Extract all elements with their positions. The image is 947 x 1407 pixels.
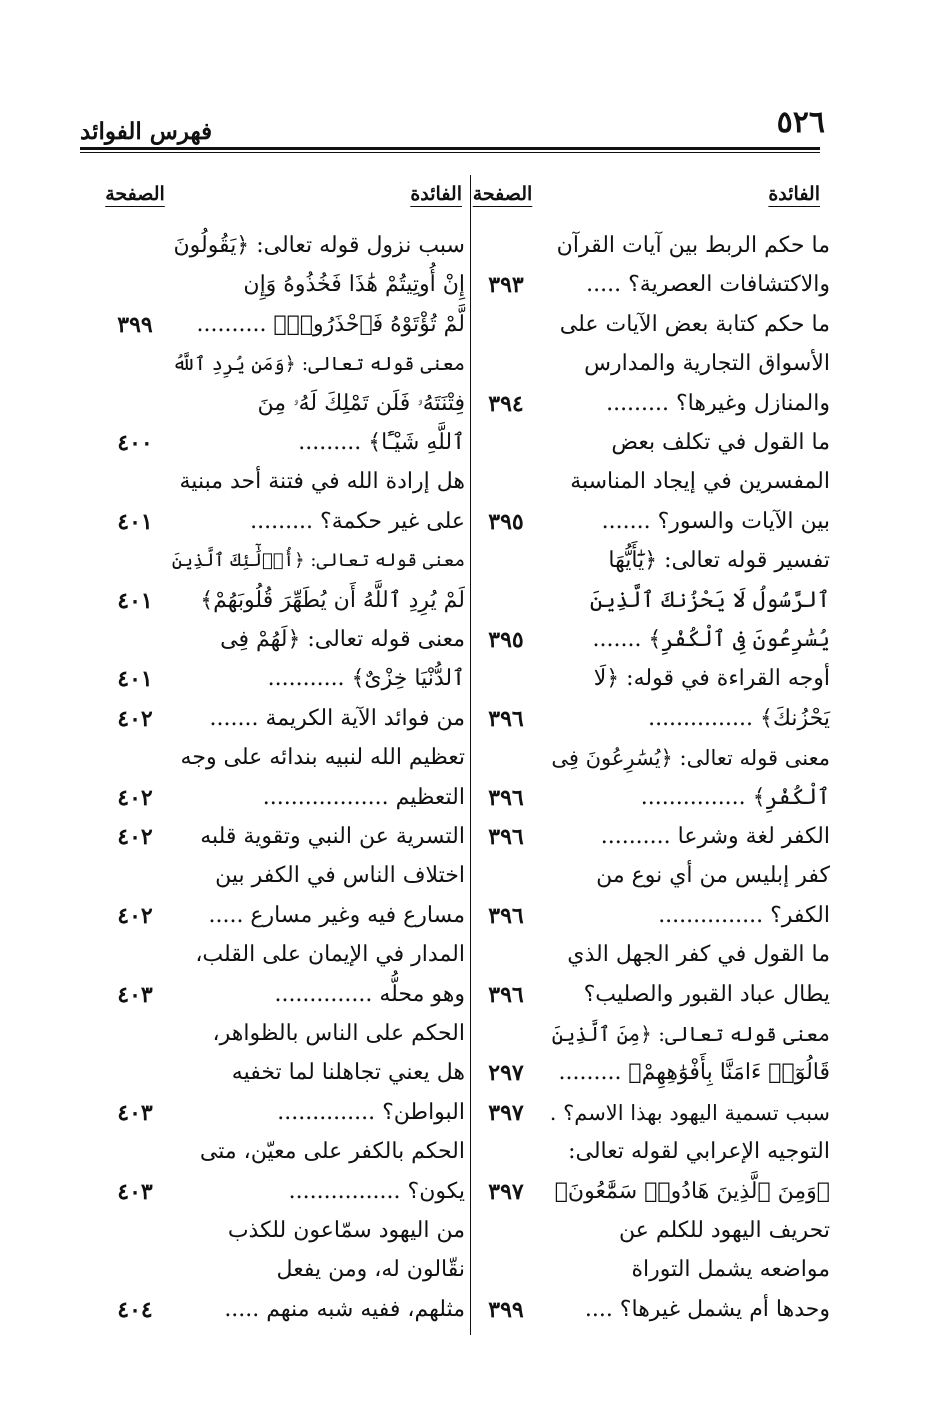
left-column-entry-page: ٤٠١ [117,508,153,535]
right-column-entry-text: ما القول في تكلف بعض [611,430,830,455]
left-col-header-item: الفائدة [410,183,462,205]
left-column-entry-page: ٤٠٢ [117,902,153,929]
left-column-entry-text: هل يعني تجاهلنا لما تخفيه [231,1060,465,1086]
left-column-entry-text: معنى قوله تعالى: ﴿وَمَن يُرِدِ ٱللَّهُ [172,353,465,376]
left-column-entry-text: مثلهم، ففيه شبه منهم ..... [224,1296,465,1322]
right-column-entry-text: الأسواق التجارية والمدارس [584,351,830,377]
header-rule-thin [80,152,820,153]
right-col-header-page: الصفحة [472,183,533,205]
header-rule-thick [80,147,820,150]
left-column-entry-page: ٤٠٢ [117,705,153,732]
left-column-entry-text: لَمْ يُرِدِ ٱللَّهُ أَن يُطَهِّرَ قُلُوبَهُمْ﴾ [200,587,465,613]
right-column-entry-text: يطال عباد القبور والصليب؟ [583,981,830,1007]
right-column-entry-page: ٣٩٦ [488,981,524,1008]
left-column-entry-page: ٤٠٤ [117,1296,153,1323]
right-column-entry-text: أوجه القراءة في قوله: ﴿لَا [593,666,830,692]
right-column-entry-text: تفسير قوله تعالى: ﴿يَٰٓأَيُّهَا [608,548,830,574]
left-column-entry-page: ٤٠١ [117,666,153,693]
left-column-entry-page: ٤٠٢ [117,824,153,850]
left-column-entry-text: مسارع فيه وغير مسارع ..... [208,902,465,928]
left-column-entry-text: من اليهود سمّاعون للكذب [227,1218,465,1243]
left-column-entry-page: ٤٠٠ [117,430,153,456]
left-column-entry-text: إِنْ أُوتِيتُمْ هَٰذَا فَخُذُوهُ وَإِن [243,272,465,298]
right-col-header-item: الفائدة [768,183,820,205]
right-column-entry-page: ٢٩٧ [488,1060,524,1087]
left-column-entry-text: يكون؟ ................ [288,1178,465,1204]
left-column-entry-text: التسرية عن النبي وتقوية قلبه [200,824,465,849]
right-column-entry-text: يُسَٰرِعُونَ فِى ٱلْكُفْرِ﴾ ....... [592,627,830,652]
left-column-entry-text: اختلاف الناس في الكفر بين [215,863,465,889]
left-column-entry-page: ٣٩٩ [117,311,153,338]
left-column-entry-text: من فوائد الآية الكريمة ....... [209,705,465,731]
right-column-entry-page: ٣٩٥ [488,508,524,535]
right-column-entry-text: ما القول في كفر الجهل الذي [567,942,830,968]
right-column-entry-text: والاكتشافات العصرية؟ ..... [586,272,830,298]
right-column-entry-text: التوجيه الإعرابي لقوله تعالى: [568,1139,830,1165]
left-column-entry-text: التعظيم .................. [262,784,465,810]
left-column-entry-text: ٱللَّهِ شَيْـًٔا﴾ ......... [298,430,465,455]
right-column-entry-text: ما حكم كتابة بعض الآيات على [559,311,830,337]
right-column-entry-page: ٣٩٦ [488,705,524,732]
page-number: ٥٢٦ [776,105,825,140]
right-column-entry-text: يَحْزُنكَ﴾ ............... [648,705,830,731]
right-column-entry-text: ﴿وَمِنَ ٱلَّذِينَ هَادُوا۟ سَمَّٰعُونَ﴾ [554,1178,830,1204]
right-column-entry-text: مواضعه يشمل التوراة [631,1257,830,1283]
right-column-entry-page: ٣٩٩ [488,1296,524,1323]
left-column-entry-text: فِتْنَتَهُۥ فَلَن تَمْلِكَ لَهُۥ مِنَ [257,390,465,416]
running-title: فهرس الفوائد [80,118,213,145]
right-column-entry-page: ٣٩٦ [488,784,524,811]
right-column-entry-page: ٣٩٧ [488,1178,524,1205]
right-column-entry-text: تحريف اليهود للكلم عن [618,1218,830,1243]
right-column-entry-text: ما حكم الربط بين آيات القرآن [556,233,830,258]
left-column-entry-text: المدار في الإيمان على القلب، [195,942,465,968]
right-column-entry-text: ٱلْكُفْرِ﴾ ............... [640,784,830,810]
right-column-entry-page: ٣٩٧ [488,1099,524,1126]
left-column-entry-page: ٤٠٣ [117,1178,153,1205]
left-column-entry-page: ٤٠٣ [117,981,153,1008]
right-column-entry-page: ٣٩٤ [488,390,524,417]
right-column-entry-text: والمنازل وغيرها؟ ......... [606,390,830,416]
right-column-entry-text: معنى قوله تعالى: ﴿مِنَ ٱلَّذِينَ [551,1022,830,1046]
left-column-entry-text: معنى قوله تعالى: ﴿لَهُمْ فِى [220,627,465,652]
left-column-entry-text: الحكم على الناس بالظواهر، [212,1021,465,1046]
right-column-entry-text: المفسرين في إيجاد المناسبة [570,469,830,495]
right-column-entry-text: وحدها أم يشمل غيرها؟ .... [584,1296,830,1322]
left-column-entry-text: على غير حكمة؟ ......... [250,508,465,534]
left-column-entry-page: ٤٠١ [117,587,153,614]
column-divider [470,175,471,1335]
left-column-entry-page: ٤٠٢ [117,784,153,811]
left-column-entry-text: تعظيم الله لنبيه بندائه على وجه [180,745,465,771]
left-column-entry-page: ٤٠٣ [117,1099,153,1126]
left-column-entry-text: ٱلدُّنْيَا خِزْىٌ﴾ ........... [267,666,465,692]
right-column-entry-text: الكفر؟ ............... [658,902,830,928]
right-column-entry-text: سبب تسمية اليهود بهذا الاسم؟ . [549,1100,830,1125]
right-column-entry-text: بين الآيات والسور؟ ....... [601,508,830,534]
left-column-entry-text: الحكم بالكفر على معيّن، متى [199,1139,465,1165]
right-column-entry-text: قَالُوٓا۟ ءَامَنَّا بِأَفْوَٰهِهِمْ﴾ ......... [558,1060,830,1086]
right-column-entry-page: ٣٩٥ [488,627,524,653]
right-column-entry-page: ٣٩٦ [488,902,524,929]
left-column-entry-text: سبب نزول قوله تعالى: ﴿يَقُولُونَ [173,233,465,258]
left-column-entry-text: البواطن؟ .............. [277,1099,465,1125]
right-column-entry-text: معنى قوله تعالى: ﴿يُسَٰرِعُونَ فِى [551,746,830,771]
left-column-entry-text: لَّمْ تُؤْتَوْهُ فَٱحْذَرُوا۟﴾ .......... [196,311,465,337]
right-column-entry-text: الكفر لغة وشرعا .......... [600,824,830,849]
left-column-entry-text: وهو محلُّه .............. [274,981,465,1007]
left-column-entry-text: هل إرادة الله في فتنة أحد مبنية [179,469,465,495]
left-col-header-page: الصفحة [105,183,165,205]
left-column-entry-text: معنى قوله تعالى: ﴿أُو۟لَٰٓئِكَ ٱلَّذِينَ [171,550,465,572]
right-column-entry-page: ٣٩٣ [488,272,524,299]
right-column-entry-text: كفر إبليس من أي نوع من [596,863,830,889]
left-column-entry-text: نقّالون له، ومن يفعل [276,1257,465,1283]
right-column-entry-text: ٱلرَّسُولُ لَا يَحْزُنكَ ٱلَّذِينَ [589,587,830,613]
right-column-entry-page: ٣٩٦ [488,824,524,850]
